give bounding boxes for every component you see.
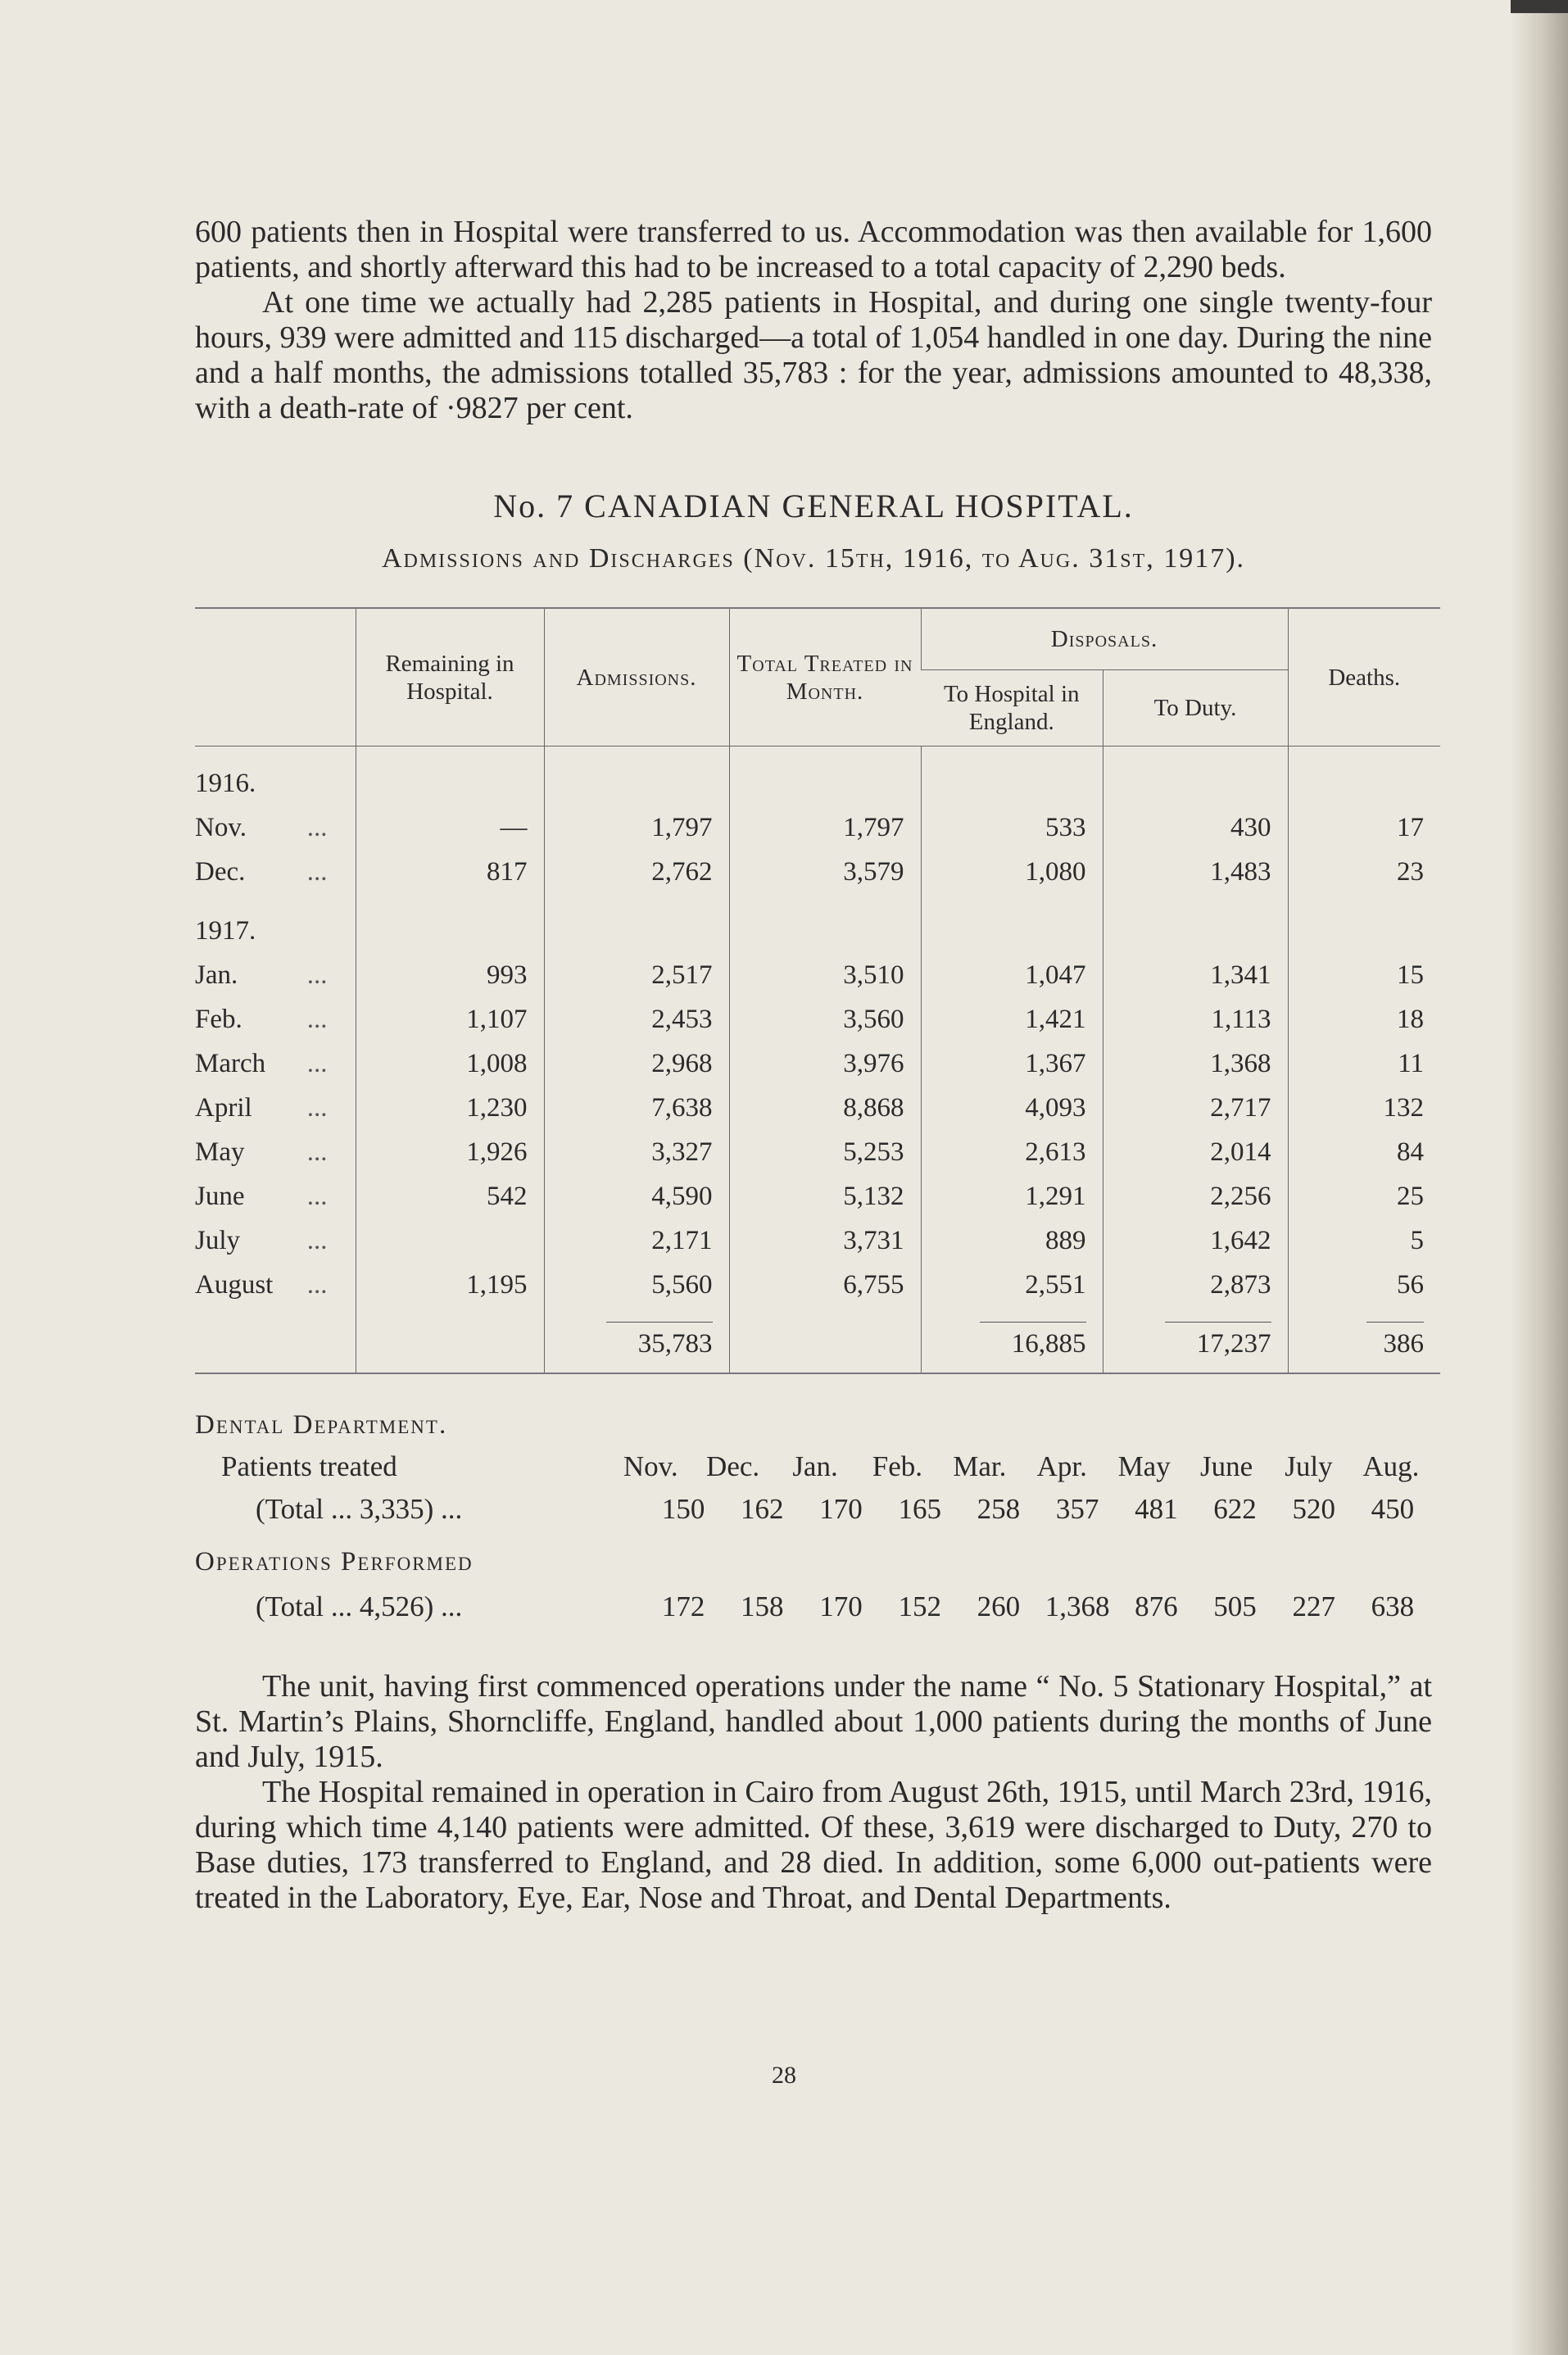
remaining-cell: 1,107 [356, 997, 544, 1041]
month-cell: March ... [195, 1041, 356, 1086]
admissions-cell: 4,590 [544, 1174, 729, 1218]
admissions-cell: 5,560 [544, 1263, 729, 1307]
intro-paragraph-1: 600 patients then in Hospital were transferred to us. Accommodation was then available for 1,600 patients, and shortly afterward this had to be increased to a total capacity of 2,290 beds. [195, 215, 1432, 284]
deaths-cell: 18 [1288, 997, 1440, 1041]
total-treated-cell: 3,510 [729, 953, 921, 997]
dental-patients-value: 162 [741, 1493, 784, 1525]
to-duty-cell: 2,873 [1103, 1263, 1288, 1307]
to-duty-cell: 1,113 [1103, 997, 1288, 1041]
deaths-cell: 56 [1288, 1263, 1440, 1307]
to-hospital-cell: 889 [921, 1218, 1103, 1263]
dental-patients-value: 258 [977, 1493, 1021, 1525]
leader-dots: ... [306, 1048, 328, 1078]
table-row [195, 805, 1440, 850]
dental-month-label: June [1199, 1450, 1253, 1482]
deaths-cell: 25 [1288, 1174, 1440, 1218]
header-total-treated: Total Treated in Month. [729, 608, 921, 746]
header-disposals: Disposals. [921, 608, 1288, 670]
to-hospital-cell: 2,551 [921, 1263, 1103, 1307]
to-duty-cell: 2,256 [1103, 1174, 1288, 1218]
dental-month-label: Jan. [792, 1450, 838, 1482]
to-duty-cell: 1,483 [1103, 850, 1288, 894]
admissions-cell: 1,797 [544, 805, 729, 850]
table-row [195, 1174, 1440, 1218]
leader-dots: ... [306, 1092, 328, 1123]
table-subtitle: Admissions and Discharges (Nov. 15th, 1916, to Aug. 31st, 1917). [381, 543, 1246, 574]
month-cell: June ... [195, 1174, 356, 1218]
total-treated-cell: 6,755 [729, 1263, 921, 1307]
total-treated-cell: 3,731 [729, 1218, 921, 1263]
remaining-cell: 1,230 [356, 1086, 544, 1130]
table-row [195, 1130, 1440, 1174]
header-to-hospital: To Hospital in England. [921, 670, 1103, 746]
deaths-cell: 23 [1288, 850, 1440, 894]
total-treated-cell: 3,976 [729, 1041, 921, 1086]
dental-month-label: Mar. [953, 1450, 1007, 1482]
leader-dots: ... [306, 1137, 328, 1167]
month-cell: Jan. ... [195, 953, 356, 997]
table-row [195, 850, 1440, 894]
dental-operations-value: 158 [741, 1590, 784, 1622]
table-row [195, 1086, 1440, 1130]
remaining-cell: 993 [356, 953, 544, 997]
month-cell: Feb. ... [195, 997, 356, 1041]
total-treated-cell: 5,132 [729, 1174, 921, 1218]
dental-patients-value: 170 [819, 1493, 863, 1525]
closing-paragraph-2: The Hospital remained in operation in Cairo from August 26th, 1915, until March 23rd, 1916, during which time 4,140 patients were admitted. Of these, 3,619 were discharged to Duty, 270 to Base duties, 173 transferred to England, and 28 died. In addition, some 6,000 out-patients were treated in the Laboratory, Eye, Ear, Nose and Throat, and Dental Departments. [195, 1775, 1432, 1915]
deaths-cell: 15 [1288, 953, 1440, 997]
remaining-cell: — [356, 805, 544, 850]
month-cell: Dec. ... [195, 850, 356, 894]
to-duty-cell: 1,341 [1103, 953, 1288, 997]
dental-month-label: May [1117, 1450, 1171, 1482]
dental-patients-value: 357 [1055, 1493, 1099, 1525]
remaining-cell: 542 [356, 1174, 544, 1218]
total-treated-cell: 8,868 [729, 1086, 921, 1130]
page-number: 28 [772, 2062, 796, 2089]
header-admissions: Admissions. [544, 608, 729, 746]
dental-month-label: Nov. [623, 1450, 678, 1482]
dental-operations-row [195, 1586, 1432, 1628]
book-spine-shadow [1511, 0, 1568, 2355]
dental-operations-value: 1,368 [1045, 1590, 1110, 1622]
dental-operations-value: 876 [1135, 1590, 1178, 1622]
total-admissions: 35,783 [606, 1322, 713, 1359]
intro-paragraph-2: At one time we actually had 2,285 patients in Hospital, and during one single twenty-four hours, 939 were admitted and 115 discharged—a total of 1,054 handled in one day. During the nine and a half months, the admissions totalled 35,783 : for the year, admissions amounted to 48,338, with a death-rate of ·9827 per cent. [195, 285, 1432, 425]
total-deaths: 386 [1366, 1322, 1424, 1359]
to-hospital-cell: 2,613 [921, 1130, 1103, 1174]
to-duty-cell: 1,368 [1103, 1041, 1288, 1086]
page-content [195, 215, 1432, 1916]
dental-month-label: July [1285, 1450, 1333, 1482]
remaining-cell [356, 1218, 544, 1263]
patients-label: Patients treated [221, 1450, 397, 1482]
to-hospital-cell: 1,367 [921, 1041, 1103, 1086]
deaths-cell: 84 [1288, 1130, 1440, 1174]
dental-months-row [195, 1445, 1432, 1488]
closing-paragraph-1: The unit, having first commenced operations under the name “ No. 5 Stationary Hospital,” at St. Martin’s Plains, Shorncliffe, England, handled about 1,000 patients during the months of June and July, 1915. [195, 1669, 1432, 1774]
total-to-duty: 17,237 [1165, 1322, 1271, 1359]
dental-patients-value: 450 [1371, 1493, 1415, 1525]
to-duty-cell: 430 [1103, 805, 1288, 850]
dental-operations-value: 260 [977, 1590, 1021, 1622]
to-hospital-cell: 1,291 [921, 1174, 1103, 1218]
to-duty-cell: 2,014 [1103, 1130, 1288, 1174]
total-to-hospital: 16,885 [980, 1322, 1086, 1359]
to-hospital-cell: 533 [921, 805, 1103, 850]
dental-heading: Dental Department. [195, 1410, 448, 1440]
admissions-cell: 2,968 [544, 1041, 729, 1086]
leader-dots: ... [306, 856, 328, 887]
month-cell: July ... [195, 1218, 356, 1263]
page-edge [1511, 0, 1568, 13]
dental-month-label: Apr. [1036, 1450, 1087, 1482]
dental-operations-value: 152 [898, 1590, 941, 1622]
header-remaining: Remaining in Hospital. [356, 608, 544, 746]
year-label: 1916. [195, 768, 256, 798]
table-row [195, 1041, 1440, 1086]
to-duty-cell: 2,717 [1103, 1086, 1288, 1130]
dental-month-label: Feb. [872, 1450, 923, 1482]
month-cell: April ... [195, 1086, 356, 1130]
dental-patients-value: 481 [1135, 1493, 1178, 1525]
deaths-cell: 132 [1288, 1086, 1440, 1130]
month-cell: May ... [195, 1130, 356, 1174]
dental-month-label: Dec. [706, 1450, 760, 1482]
table-row [195, 1218, 1440, 1263]
operations-heading: Operations Performed [195, 1547, 474, 1577]
remaining-cell: 1,926 [356, 1130, 544, 1174]
to-hospital-cell: 1,080 [921, 850, 1103, 894]
dental-patients-value: 150 [661, 1493, 705, 1525]
table-title: No. 7 CANADIAN GENERAL HOSPITAL. [493, 488, 1134, 524]
remaining-cell: 817 [356, 850, 544, 894]
dental-month-label: Aug. [1362, 1450, 1420, 1482]
remaining-cell: 1,195 [356, 1263, 544, 1307]
table-row [195, 997, 1440, 1041]
leader-dots: ... [306, 1004, 328, 1034]
dental-operations-value: 505 [1213, 1590, 1257, 1622]
dental-patients-value: 622 [1213, 1493, 1257, 1525]
year-row-1916 [195, 746, 1440, 806]
total-treated-cell: 3,579 [729, 850, 921, 894]
leader-dots: ... [306, 960, 328, 990]
deaths-cell: 5 [1288, 1218, 1440, 1263]
dental-patients-value: 520 [1292, 1493, 1335, 1525]
admissions-cell: 2,171 [544, 1218, 729, 1263]
table-row [195, 1263, 1440, 1307]
admissions-cell: 2,762 [544, 850, 729, 894]
admissions-cell: 2,517 [544, 953, 729, 997]
remaining-cell: 1,008 [356, 1041, 544, 1086]
month-cell: Nov. ... [195, 805, 356, 850]
to-hospital-cell: 4,093 [921, 1086, 1103, 1130]
dental-operations-value: 172 [661, 1590, 705, 1622]
total-treated-cell: 3,560 [729, 997, 921, 1041]
deaths-cell: 17 [1288, 805, 1440, 850]
dental-operations-value: 638 [1371, 1590, 1415, 1622]
leader-dots: ... [306, 812, 328, 842]
dental-patients-row [195, 1488, 1432, 1531]
operations-total: (Total ... 4,526) ... [256, 1590, 463, 1622]
to-duty-cell: 1,642 [1103, 1218, 1288, 1263]
header-to-duty: To Duty. [1103, 670, 1288, 746]
admissions-table [195, 607, 1440, 1374]
admissions-cell: 3,327 [544, 1130, 729, 1174]
leader-dots: ... [306, 1269, 328, 1300]
leader-dots: ... [306, 1181, 328, 1211]
dental-operations-value: 227 [1292, 1590, 1335, 1622]
year-row-1917 [195, 894, 1440, 953]
leader-dots: ... [306, 1225, 328, 1255]
patients-total: (Total ... 3,335) ... [256, 1493, 463, 1525]
header-blank [195, 608, 356, 746]
month-cell: August ... [195, 1263, 356, 1307]
header-deaths: Deaths. [1288, 608, 1440, 746]
admissions-cell: 7,638 [544, 1086, 729, 1130]
total-treated-cell: 1,797 [729, 805, 921, 850]
total-treated-cell: 5,253 [729, 1130, 921, 1174]
to-hospital-cell: 1,047 [921, 953, 1103, 997]
deaths-cell: 11 [1288, 1041, 1440, 1086]
to-hospital-cell: 1,421 [921, 997, 1103, 1041]
dental-operations-value: 170 [819, 1590, 863, 1622]
table-row [195, 953, 1440, 997]
admissions-cell: 2,453 [544, 997, 729, 1041]
year-label: 1917. [195, 915, 256, 946]
totals-row [195, 1307, 1440, 1373]
dental-patients-value: 165 [898, 1493, 941, 1525]
